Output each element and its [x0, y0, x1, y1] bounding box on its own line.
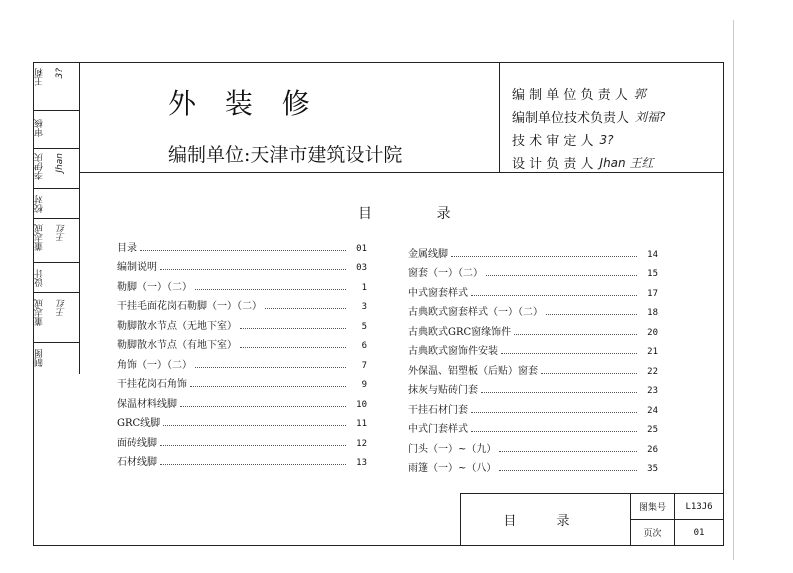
toc-entry[interactable]	[408, 416, 658, 436]
toc-entry-label: 目录	[117, 242, 137, 254]
toc-entry-page: 35	[647, 464, 658, 474]
responsible-label: 编 制 单 位 负 责 人	[512, 88, 628, 103]
page-title: 外 装 修	[168, 87, 320, 120]
toc-entry-label: 面砖线脚	[117, 437, 157, 449]
approval-label: 设计	[35, 269, 45, 287]
toc-entry-label: 勒脚散水节点（有地下室）	[117, 340, 237, 351]
responsible-row	[512, 84, 646, 103]
leader-dots	[240, 328, 346, 329]
toc-entry-label: 门头（一）~（九）	[408, 443, 497, 455]
toc-entry-page: 12	[356, 438, 367, 449]
approval-label: 李伊庆	[35, 153, 45, 180]
approval-cell	[33, 262, 79, 292]
toc-entry-page: 15	[647, 269, 658, 279]
leader-dots	[471, 295, 637, 296]
leader-dots	[160, 269, 346, 270]
responsible-label: 技 术 审 定 人	[512, 134, 594, 149]
toc-heading: 目 录	[358, 206, 481, 222]
toc-entry-page: 14	[647, 249, 658, 260]
leader-dots	[501, 353, 637, 354]
leader-dots	[163, 425, 346, 426]
toc-entry-label: 中式门套样式	[408, 424, 468, 435]
approval-label: 董志成	[35, 224, 45, 251]
leader-dots	[195, 367, 346, 368]
page-number-value: 01	[693, 527, 705, 538]
toc-entry[interactable]	[117, 429, 367, 449]
toc-entry-page: 7	[361, 360, 367, 371]
toc-entry[interactable]	[408, 455, 658, 475]
title-block-title: 目 录	[461, 494, 631, 545]
approval-signature: 3?	[55, 68, 65, 79]
toc-entry-label: 勒脚散水节点（无地下室）	[117, 320, 237, 332]
toc-entry-label: 干挂石材门套	[408, 404, 468, 416]
leader-dots	[499, 470, 637, 471]
toc-entry[interactable]	[408, 338, 658, 358]
toc-entry-label: 抹灰与贴砖门套	[408, 385, 478, 396]
toc-entry-page: 20	[647, 327, 658, 338]
toc-entry-page: 5	[361, 321, 367, 332]
toc-entry-label: 石材线脚	[117, 457, 157, 468]
toc-entry-label: 角饰（一）（二）	[117, 359, 192, 371]
responsible-row	[512, 130, 614, 149]
approval-signature: 王红	[57, 299, 67, 317]
leader-dots	[195, 289, 346, 290]
toc-entry-label: 窗套（一）（二）	[408, 268, 483, 279]
toc-entry-page: 26	[647, 444, 658, 455]
toc-entry-page: 03	[356, 263, 367, 273]
leader-dots	[514, 334, 637, 335]
toc-entry[interactable]	[117, 254, 367, 274]
toc-entry[interactable]	[408, 435, 658, 455]
header-vertical-divider	[499, 62, 500, 172]
toc-entry-label: 金属线脚	[408, 248, 448, 260]
toc-entry-page: 23	[647, 386, 658, 396]
toc-left-column	[117, 234, 367, 468]
leader-dots	[499, 451, 637, 452]
toc-entry-label: 古典欧式窗套样式（一）（二）	[408, 307, 543, 318]
approval-strip	[33, 62, 80, 374]
toc-entry-page: 1	[361, 282, 367, 293]
toc-entry[interactable]	[408, 260, 658, 280]
toc-entry[interactable]	[408, 240, 658, 260]
toc-entry[interactable]	[408, 299, 658, 319]
toc-entry-page: 10	[356, 399, 367, 410]
toc-entry[interactable]	[117, 293, 367, 313]
leader-dots	[541, 373, 637, 374]
toc-entry-label: 外保温、铝塑板（后贴）窗套	[408, 365, 538, 377]
leader-dots	[240, 347, 346, 348]
toc-right-column	[408, 240, 658, 474]
toc-entry-page: 18	[647, 308, 658, 318]
leader-dots	[481, 392, 637, 393]
approval-label: 董志成	[35, 299, 45, 326]
atlas-number-value: L13J6	[675, 494, 723, 520]
approval-signature: Jhan	[55, 153, 65, 173]
toc-entry[interactable]	[117, 449, 367, 469]
approval-signature: 王红	[57, 224, 67, 242]
leader-dots	[160, 445, 346, 446]
leader-dots	[451, 256, 637, 257]
leader-dots	[190, 386, 346, 387]
approval-cell	[33, 62, 79, 110]
approval-label: 王莉	[35, 68, 45, 86]
responsible-row	[512, 107, 665, 126]
approval-label: 制图	[35, 349, 45, 367]
toc-entry-label: 编制说明	[117, 262, 157, 273]
approval-cell	[33, 148, 79, 188]
page-number-label: 页次	[631, 520, 675, 545]
approval-cell	[33, 110, 79, 148]
signature: 3?	[599, 132, 614, 147]
toc-entry-page: 22	[647, 366, 658, 377]
toc-entry-page: 11	[356, 419, 367, 429]
leader-dots	[471, 431, 637, 432]
signature: 郭	[633, 87, 646, 101]
responsible-row	[512, 153, 653, 172]
toc-entry-page: 6	[361, 341, 367, 351]
toc-entry[interactable]	[408, 318, 658, 338]
toc-entry[interactable]	[117, 390, 367, 410]
toc-entry[interactable]	[117, 273, 367, 293]
signature: Jhan 王红	[599, 156, 654, 170]
toc-entry-page: 24	[647, 405, 658, 416]
toc-entry[interactable]	[408, 357, 658, 377]
approval-cell	[33, 218, 79, 262]
toc-entry-label: 保温材料线脚	[117, 398, 177, 410]
leader-dots	[180, 406, 346, 407]
approval-label: 校对	[35, 195, 45, 213]
leader-dots	[471, 412, 637, 413]
title-block	[460, 493, 724, 546]
compiling-unit: 编制单位:天津市建筑设计院	[168, 144, 403, 166]
atlas-number-label: 图集号	[631, 494, 675, 520]
toc-entry[interactable]	[408, 377, 658, 397]
toc-entry[interactable]	[117, 410, 367, 430]
toc-entry[interactable]	[117, 371, 367, 391]
approval-cell	[33, 342, 79, 374]
header-divider	[80, 172, 723, 173]
responsible-label: 编制单位技术负责人	[512, 111, 630, 126]
toc-entry-page: 21	[647, 347, 658, 357]
toc-entry[interactable]	[117, 351, 367, 371]
approval-label: 审核	[35, 119, 45, 137]
toc-entry-page: 13	[356, 458, 367, 468]
leader-dots	[265, 308, 346, 309]
toc-entry-label: 勒脚（一）（二）	[117, 281, 192, 293]
toc-entry-label: 雨篷（一）~（八）	[408, 463, 497, 474]
toc-entry-page: 3	[361, 302, 367, 312]
responsible-label: 设 计 负 责 人	[512, 157, 594, 172]
approval-cell	[33, 188, 79, 218]
toc-entry-page: 17	[647, 288, 658, 299]
toc-entry-label: 干挂毛面花岗石勒脚（一）（二）	[117, 301, 262, 312]
leader-dots	[546, 314, 637, 315]
toc-entry-page: 01	[356, 243, 367, 254]
toc-entry[interactable]	[117, 234, 367, 254]
page-edge	[733, 20, 734, 560]
toc-entry-label: 古典欧式窗饰件安装	[408, 346, 498, 357]
leader-dots	[160, 464, 346, 465]
toc-entry-page: 25	[647, 425, 658, 435]
toc-entry-label: 干挂花岗石角饰	[117, 379, 187, 390]
toc-entry-label: GRC线脚	[117, 418, 161, 429]
toc-entry[interactable]	[408, 396, 658, 416]
leader-dots	[140, 250, 346, 251]
toc-entry[interactable]	[117, 312, 367, 332]
toc-entry-label: 中式窗套样式	[408, 287, 468, 299]
approval-cell	[33, 292, 79, 342]
leader-dots	[486, 275, 637, 276]
toc-entry[interactable]	[117, 332, 367, 352]
toc-entry-label: 古典欧式GRC窗缘饰件	[408, 326, 512, 338]
signature: 刘福?	[635, 110, 666, 124]
toc-entry-page: 9	[361, 380, 367, 390]
toc-entry[interactable]	[408, 279, 658, 299]
